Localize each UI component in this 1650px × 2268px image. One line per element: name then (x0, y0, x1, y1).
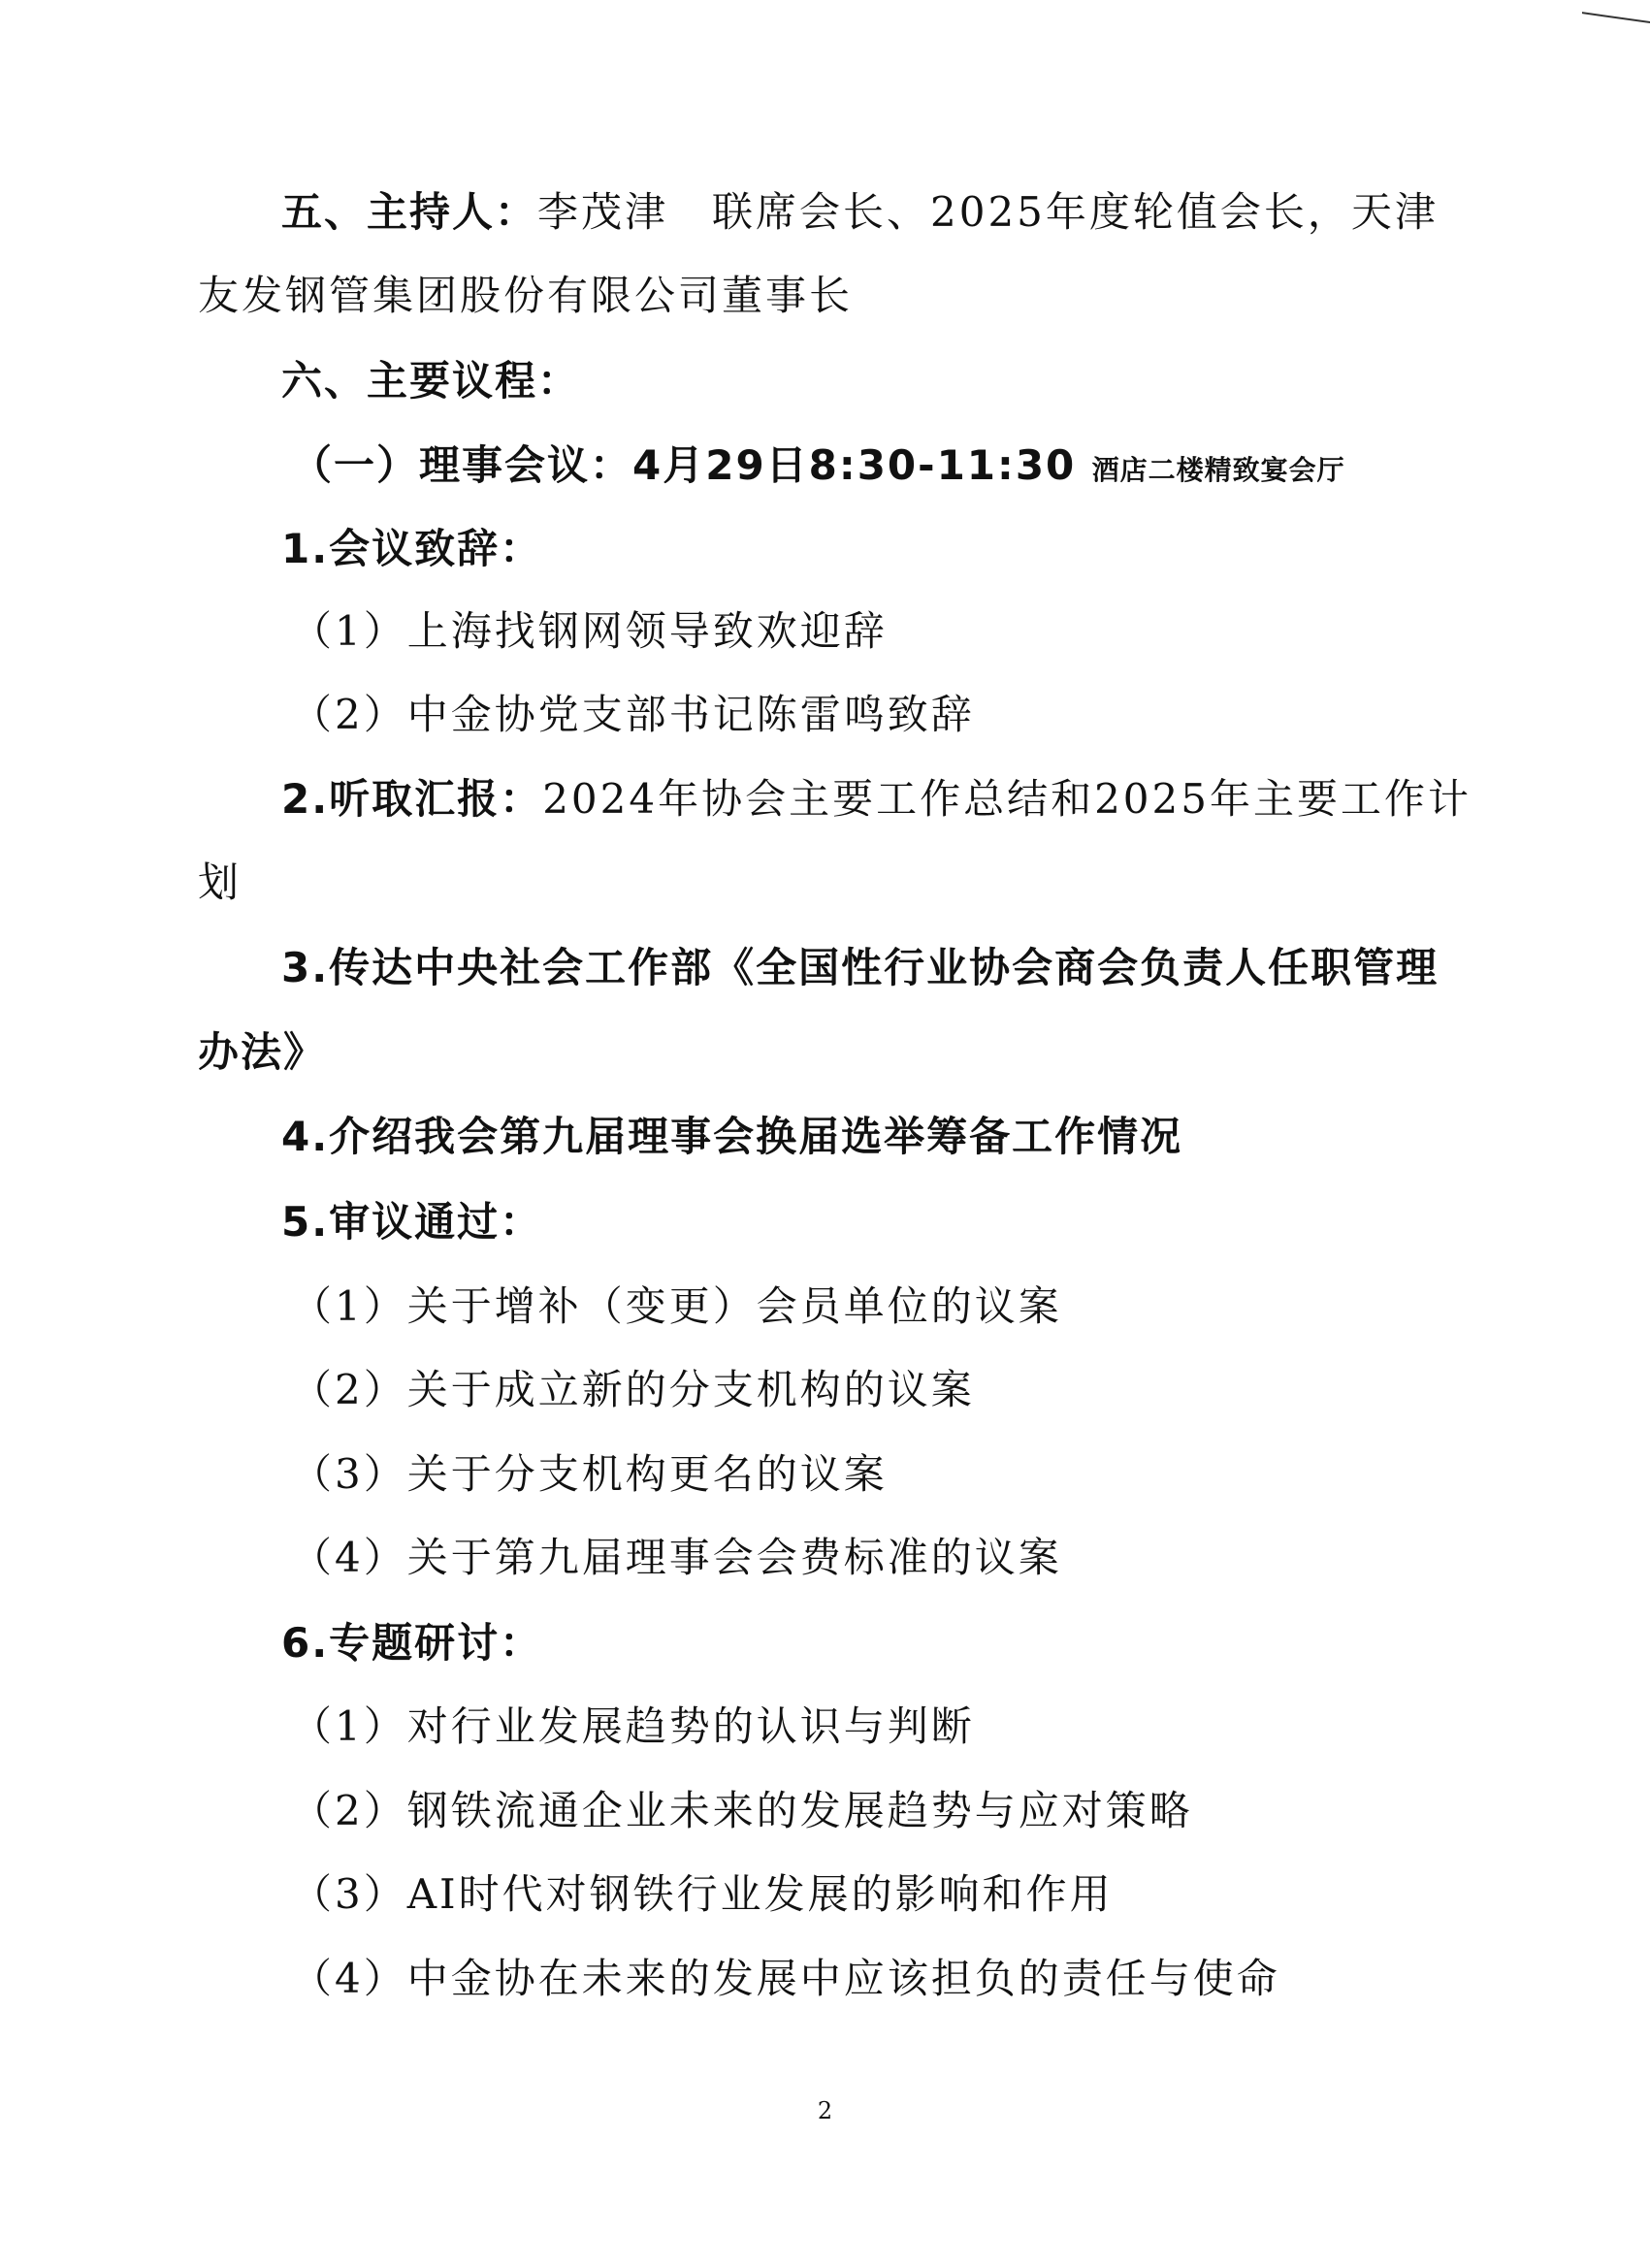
item5-sub: （4）关于第九届理事会会费标准的议案 (291, 1534, 1062, 1581)
meeting1-label: （一）理事会议：4月29日8:30-11:30 (291, 441, 1077, 489)
item6-sub: （3）AI时代对钢铁行业发展的影响和作用 (291, 1870, 1114, 1918)
item3-line1: 3.传达中央社会工作部《全国性行业协会商会负责人任职管理 (281, 944, 1440, 991)
item4-heading: 4.介绍我会第九届理事会换届选举筹备工作情况 (281, 1113, 1183, 1160)
item6-sub: （2）钢铁流通企业未来的发展趋势与应对策略 (291, 1787, 1193, 1834)
meeting1-heading (291, 441, 1345, 495)
item2-line1 (281, 775, 1472, 824)
item1-heading: 1.会议致辞： (281, 525, 543, 572)
item2-text: 2024年协会主要工作总结和2025年主要工作计 (542, 775, 1472, 823)
item1-sub: （1）上海找钢网领导致欢迎辞 (291, 607, 888, 655)
item5-sub: （2）关于成立新的分支机构的议案 (291, 1366, 975, 1413)
scan-corner-edge (1582, 0, 1650, 23)
page-number: 2 (817, 2097, 833, 2124)
item6-heading: 6.专题研讨： (281, 1619, 543, 1667)
item3-line2: 办法》 (198, 1028, 327, 1076)
item2-line2: 划 (198, 859, 243, 906)
section5-label: 五、主持人： (281, 188, 538, 236)
item1-sub: （2）中金协党支部书记陈雷鸣致辞 (291, 691, 975, 738)
item5-sub: （3）关于分支机构更名的议案 (291, 1450, 888, 1498)
section5-text: 李茂津 联席会长、2025年度轮值会长，天津 (537, 188, 1439, 236)
item5-sub: （1）关于增补（变更）会员单位的议案 (291, 1282, 1062, 1330)
item6-sub: （4）中金协在未来的发展中应该担负的责任与使命 (291, 1955, 1280, 2002)
section5-line1 (281, 188, 1439, 237)
meeting1-venue: 酒店二楼精致宴会厅 (1091, 454, 1345, 486)
item6-sub: （1）对行业发展趋势的认识与判断 (291, 1702, 975, 1750)
section5-line2: 友发钢管集团股份有限公司董事长 (198, 272, 854, 319)
item2-label: 2.听取汇报： (281, 775, 543, 823)
section6-heading: 六、主要议程： (281, 357, 581, 405)
item5-heading: 5.审议通过： (281, 1198, 543, 1246)
